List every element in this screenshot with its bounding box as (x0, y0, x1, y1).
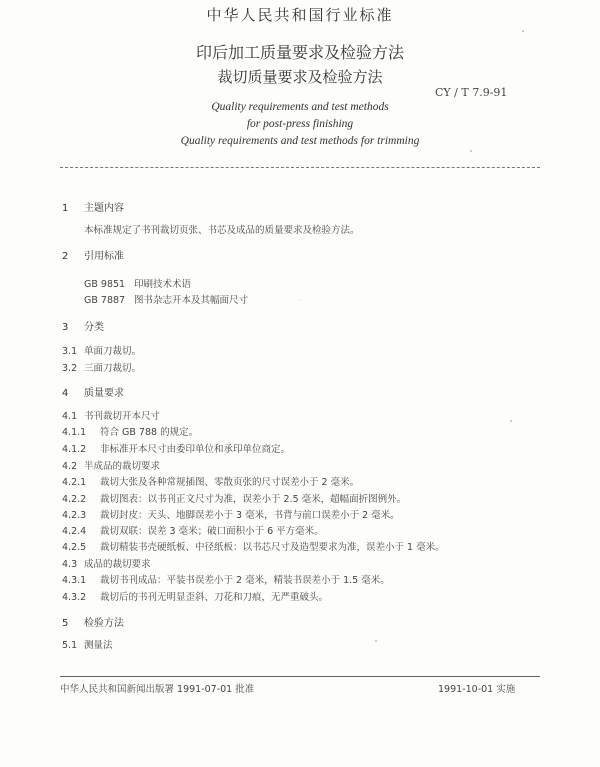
clause-item: 4.2.5 裁切精装书壳硬纸板、中径纸板：以书芯尺寸及造型要求为准，误差小于 1 毫米。 (62, 542, 445, 553)
section-4-heading: 4 质量要求 (62, 388, 124, 399)
clause-item: 4.2.3 裁切封皮：天头、地脚误差小于 3 毫米，书背与前口误差小于 2 毫米。 (62, 510, 400, 521)
document-title-main: 印后加工质量要求及检验方法 (195, 43, 404, 62)
section-1-heading: 1 主题内容 (62, 203, 124, 214)
section-3-heading: 3 分类 (62, 322, 104, 333)
implementation-date: 1991-10-01 实施 (438, 684, 516, 695)
issuing-org-header: 中华人民共和国行业标准 (206, 6, 394, 24)
standard-number: CY / T 7.9-91 (435, 86, 508, 99)
scan-speck (470, 150, 472, 152)
subsection-heading: 5.1 测量法 (62, 640, 113, 651)
clause-item: 4.2.2 裁切图表：以书刊正文尺寸为准，误差小于 2.5 毫米，超幅面折图例外。 (62, 494, 407, 505)
scan-speck (375, 640, 377, 642)
document-title-sub: 裁切质量要求及检验方法 (217, 68, 383, 86)
clause-item: 4.1.2 非标准开本尺寸由委印单位和承印单位商定。 (62, 444, 291, 455)
english-title-line-1: Quality requirements and test methods (211, 101, 389, 113)
clause-item: 4.2.4 裁切双联：误差 3 毫米；破口面积小于 6 平方毫米。 (62, 526, 324, 537)
footer-divider (60, 676, 540, 677)
clause-item: 3.2 三面刀裁切。 (62, 363, 142, 374)
clause-item: 4.1.1 符合 GB 788 的规定。 (62, 427, 199, 438)
scan-speck (510, 420, 512, 422)
scan-speck (522, 30, 524, 32)
scan-speck (300, 300, 301, 301)
english-title-line-3: Quality requirements and test methods for trimming (180, 135, 420, 147)
approval-note: 中华人民共和国新闻出版署 1991-07-01 批准 (60, 684, 255, 695)
reference-item: GB 7887 图书杂志开本及其幅面尺寸 (84, 295, 249, 306)
section-5-heading: 5 检验方法 (62, 618, 124, 629)
header-divider (60, 167, 540, 168)
section-1-text: 本标准规定了书刊裁切页张、书芯及成品的质量要求及检验方法。 (84, 225, 360, 236)
clause-item: 4.3.2 裁切后的书刊无明显歪斜、刀花和刀痕，无严重破头。 (62, 592, 329, 603)
clause-item: 4.3.1 裁切书刊成品：平装书误差小于 2 毫米，精装书误差小于 1.5 毫米。 (62, 575, 390, 586)
clause-item: 3.1 单面刀裁切。 (62, 346, 142, 357)
subsection-heading: 4.3 成品的裁切要求 (62, 559, 151, 570)
subsection-heading: 4.2 半成品的裁切要求 (62, 461, 161, 472)
subsection-heading: 4.1 书刊裁切开本尺寸 (62, 411, 161, 422)
english-title-line-2: for post-press finishing (246, 118, 354, 130)
section-2-heading: 2 引用标准 (62, 251, 124, 262)
clause-item: 4.2.1 裁切大张及各种常规插图、零散页张的尺寸误差小于 2 毫米。 (62, 477, 360, 488)
reference-item: GB 9851 印刷技术术语 (84, 279, 192, 290)
